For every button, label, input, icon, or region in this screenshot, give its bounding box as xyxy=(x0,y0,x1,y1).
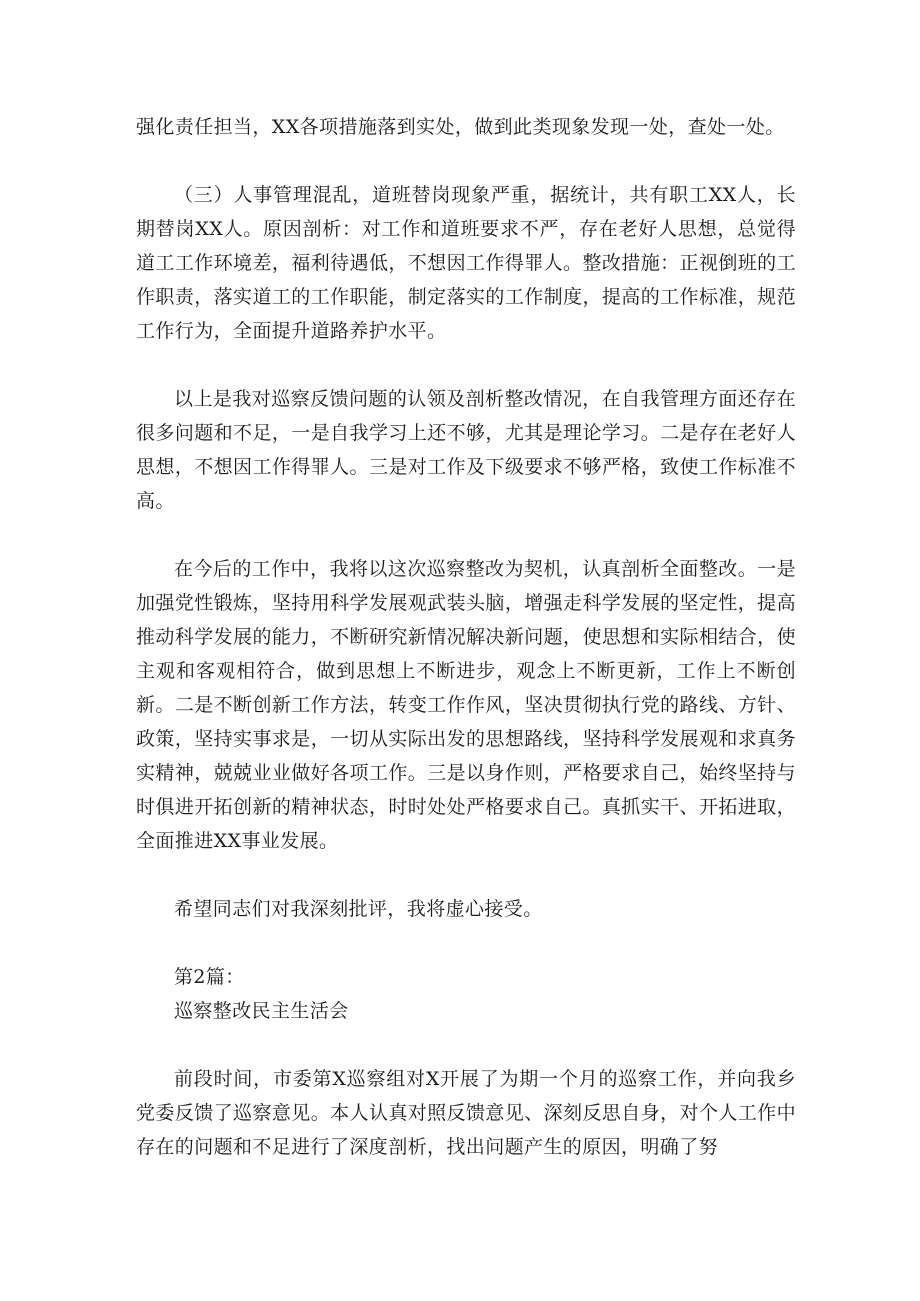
paragraph-intro-second-article: 前段时间，市委第X巡察组对X开展了为期一个月的巡察工作，并向我乡党委反馈了巡察意见。本人认真对照反馈意见、深刻反思自身，对个人工作中存在的问题和不足进行了深度剖析，找出问题产生的原因，明确了努 xyxy=(136,1068,796,1158)
paragraph-continuation: 强化责任担当，XX各项措施落到实处，做到此类现象发现一处，查处一处。 xyxy=(136,116,785,138)
section-title: 巡察整改民主生活会 xyxy=(174,1000,349,1022)
paragraph-self-review: 以上是我对巡察反馈问题的认领及剖析整改情况，在自我管理方面还存在很多问题和不足，一是自我学习上还不够，尤其是理论学习。二是存在老好人思想，不想因工作得罪人。三是对工作及下级要求不够严格，致使工作标准不高。 xyxy=(136,388,796,512)
paragraph-closing: 希望同志们对我深刻批评，我将虚心接受。 xyxy=(174,898,543,920)
section-heading: 第2篇： xyxy=(174,966,245,988)
paragraph-future-work: 在今后的工作中，我将以这次巡察整改为契机，认真剖析全面整改。一是加强党性锻炼，坚持用科学发展观武装头脑，增强走科学发展的坚定性，提高推动科学发展的能力，不断研究新情况解决新问题，使思想和实际相结合，使主观和客观相符合，做到思想上不断进步，观念上不断更新，工作上不断创新。二是不断创新工作方法，转变工作作风，坚决贯彻执行党的路线、方针、政策，坚持实事求是，一切从实际出发的思想路线，坚持科学发展观和求真务实精神，兢兢业业做好各项工作。三是以身作则，严格要求自己，始终坚持与时俱进开拓创新的精神状态，时时处处严格要求自己。真抓实干、开拓进取，全面推进XX事业发展。 xyxy=(136,558,796,852)
paragraph-personnel-management: （三）人事管理混乱，道班替岗现象严重，据统计，共有职工XX人，长期替岗XX人。原因剖析：对工作和道班要求不严，存在老好人思想，总觉得道工工作环境差，福利待遇低，不想因工作得罪人。整改措施：正视倒班的工作职责，落实道工的工作职能，制定落实的工作制度，提高的工作标准，规范工作行为，全面提升道路养护水平。 xyxy=(136,184,796,342)
